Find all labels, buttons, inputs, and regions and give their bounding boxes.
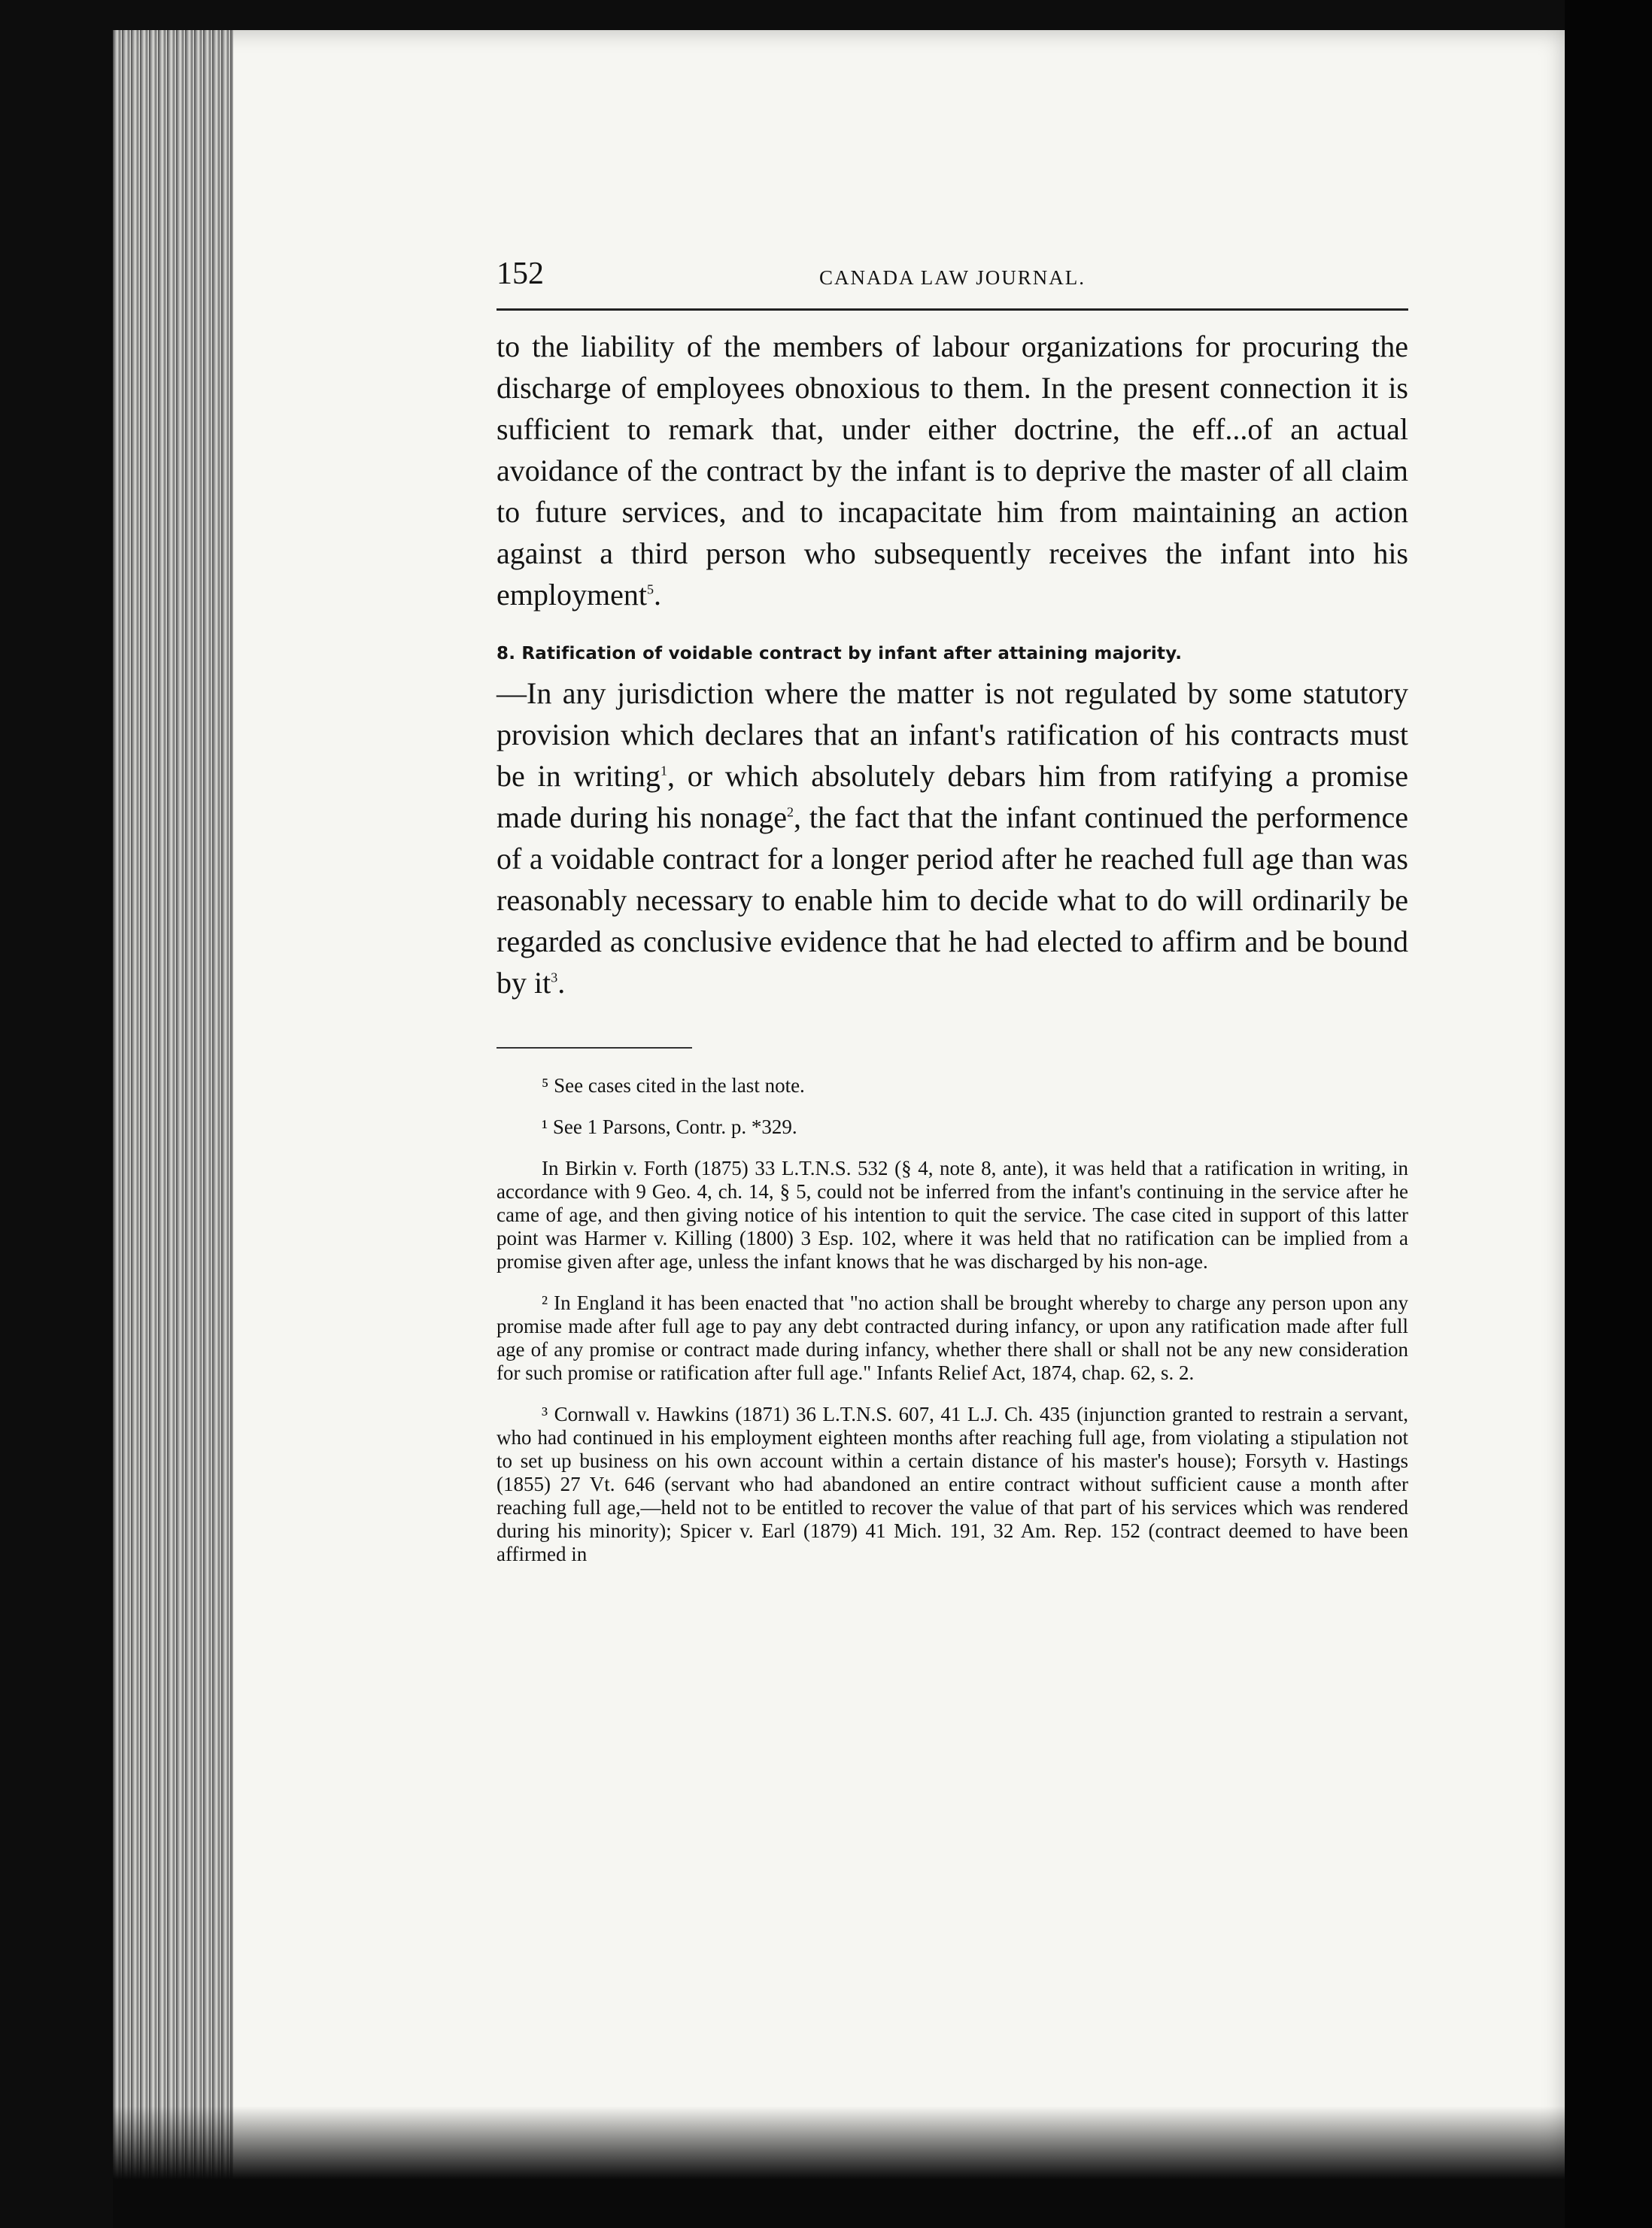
journal-title: CANADA LAW JOURNAL. xyxy=(818,266,1086,289)
footnote-5: ⁵ See cases cited in the last note. xyxy=(542,1074,805,1097)
section-text-c: , the fact that the infant continued the performence of a voidable contract for a longer period after he reached full age than was reasonably necessary to enable him to decide what to do will ordinarily be regarded as conclusive evidence that he had elected to affirm and be bound by it xyxy=(497,800,1408,1000)
page-content xyxy=(497,256,1408,1584)
header-rule xyxy=(497,308,1408,311)
footnote-ref: 2 xyxy=(787,804,794,820)
footnote-ref: 3 xyxy=(551,970,558,985)
scan-border-right xyxy=(1565,0,1652,2228)
book-binding-edge xyxy=(113,30,233,2196)
body-paragraph xyxy=(497,326,1408,615)
section-paragraph xyxy=(497,672,1408,1003)
footnote-1-continuation: In Birkin v. Forth (1875) 33 L.T.N.S. 532 (§ 4, note 8, ante), it was held that a ratification in writing, in accordance with 9 Geo. 4, ch. 14, § 5, could not be inferred from the infant's continuing in the service after he came of age, and then giving notice of his intention to quit the service. The case cited in support of this latter point was Harmer v. Killing (1800) 3 Esp. 102, where it was held that no ratification can be implied from a promise given after age, unless the infant knows that he was discharged by his non-age. xyxy=(497,1157,1408,1273)
footnote-1: ¹ See 1 Parsons, Contr. p. *329. xyxy=(542,1116,797,1138)
paragraph-text: to the liability of the members of labour organizations for procuring the discharge of employees obnoxious to them. In the present connection it is sufficient to remark that, under either doctrine, the eff...of an actual avoidance of the contract by the infant is to deprive the master of all claim to future services, and to incapacitate him from maintaining an action against a third person who subsequently receives the infant into his employment xyxy=(497,329,1408,612)
paragraph-end: . xyxy=(653,578,661,612)
footnote-ref: 5 xyxy=(646,581,654,597)
section-text-b: , or which absolutely debars him from ratifying a promise made during his nonage xyxy=(497,759,1408,834)
scan-border-bottom xyxy=(113,2106,1565,2228)
section-text-d: . xyxy=(557,966,566,1000)
footnote-2: ² In England it has been enacted that "no action shall be brought whereby to charge any person upon any promise made after full age to pay any debt contracted during infancy, or upon any ratification made after full age of any promise or contract made during infancy, whether there shall or shall not be any new consideration for such promise or ratification after full age." Infants Relief Act, 1874, chap. 62, s. 2. xyxy=(497,1292,1408,1384)
page-number: 152 xyxy=(497,256,544,291)
section-heading: 8. Ratification of voidable contract by infant after attaining majority. xyxy=(497,644,1183,663)
footnote-ref: 1 xyxy=(660,763,667,779)
running-head xyxy=(497,256,1408,308)
footnote-3: ³ Cornwall v. Hawkins (1871) 36 L.T.N.S. 607, 41 L.J. Ch. 435 (injunction granted to restrain a servant, who had continued in his employment eighteen months after reaching full age, from violating a stipulation not to set up business on his own account within a certain distance of his master's house); Forsyth v. Hastings (1855) 27 Vt. 646 (servant who had abandoned an entire contract without sufficient cause a month after reaching full age,—held not to be entitled to recover the value of that part of his services which was rendered during his minority); Spicer v. Earl (1879) 41 Mich. 191, 32 Am. Rep. 152 (contract deemed to have been affirmed in xyxy=(497,1403,1408,1565)
section-text-a: —In any jurisdiction where the matter is not regulated by some statutory provision which declares that an infant's ratification of his contracts must be in writing xyxy=(497,676,1408,793)
footnote-rule xyxy=(497,1047,692,1049)
